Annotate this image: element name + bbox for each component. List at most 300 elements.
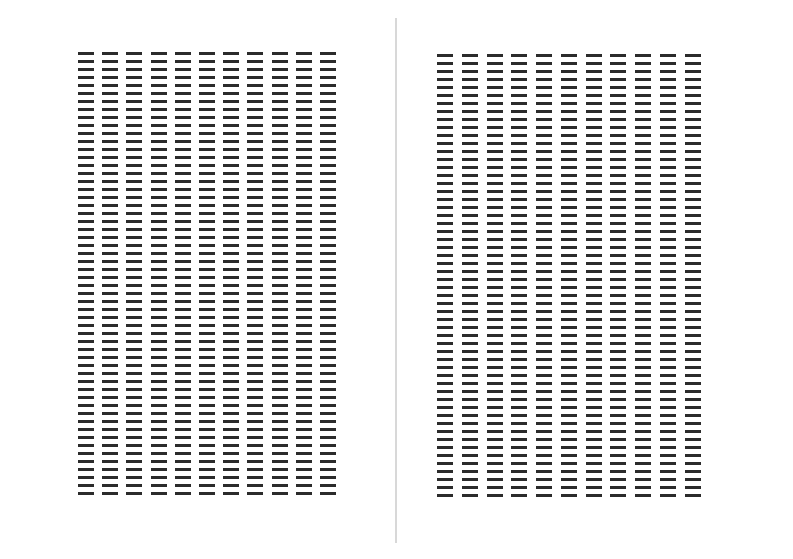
text-line-placeholder	[437, 374, 453, 377]
text-line-placeholder	[536, 462, 552, 465]
text-line-placeholder	[102, 468, 118, 471]
text-line-placeholder	[175, 316, 191, 319]
text-column	[462, 54, 479, 506]
text-line-placeholder	[536, 406, 552, 409]
text-line-placeholder	[320, 244, 336, 247]
text-line-placeholder	[536, 206, 552, 209]
text-line-placeholder	[223, 228, 239, 231]
text-line-placeholder	[296, 244, 312, 247]
text-line-placeholder	[126, 436, 142, 439]
text-line-placeholder	[102, 196, 118, 199]
text-line-placeholder	[561, 318, 577, 321]
text-line-placeholder	[635, 62, 651, 65]
text-line-placeholder	[320, 100, 336, 103]
text-line-placeholder	[487, 446, 503, 449]
text-line-placeholder	[102, 236, 118, 239]
text-line-placeholder	[126, 484, 142, 487]
text-line-placeholder	[487, 54, 503, 57]
text-line-placeholder	[296, 364, 312, 367]
text-line-placeholder	[462, 150, 478, 153]
text-line-placeholder	[635, 206, 651, 209]
text-line-placeholder	[223, 244, 239, 247]
text-line-placeholder	[199, 484, 215, 487]
text-line-placeholder	[586, 182, 602, 185]
text-line-placeholder	[462, 318, 478, 321]
text-line-placeholder	[296, 252, 312, 255]
text-line-placeholder	[78, 148, 94, 151]
text-line-placeholder	[175, 428, 191, 431]
text-line-placeholder	[561, 86, 577, 89]
text-line-placeholder	[511, 486, 527, 489]
text-line-placeholder	[561, 430, 577, 433]
text-column	[126, 52, 142, 504]
text-line-placeholder	[536, 302, 552, 305]
text-line-placeholder	[437, 86, 453, 89]
text-line-placeholder	[660, 254, 676, 257]
text-line-placeholder	[635, 462, 651, 465]
text-line-placeholder	[685, 86, 701, 89]
text-line-placeholder	[296, 108, 312, 111]
text-line-placeholder	[175, 220, 191, 223]
text-line-placeholder	[610, 262, 626, 265]
text-line-placeholder	[199, 52, 215, 55]
text-line-placeholder	[320, 116, 336, 119]
text-line-placeholder	[437, 166, 453, 169]
text-line-placeholder	[102, 428, 118, 431]
text-line-placeholder	[462, 86, 478, 89]
text-line-placeholder	[561, 342, 577, 345]
text-line-placeholder	[272, 300, 288, 303]
text-line-placeholder	[247, 212, 263, 215]
text-line-placeholder	[536, 190, 552, 193]
text-line-placeholder	[126, 164, 142, 167]
text-line-placeholder	[462, 350, 478, 353]
text-line-placeholder	[437, 406, 453, 409]
text-line-placeholder	[320, 372, 336, 375]
text-line-placeholder	[320, 396, 336, 399]
text-line-placeholder	[685, 174, 701, 177]
text-line-placeholder	[272, 452, 288, 455]
text-line-placeholder	[685, 246, 701, 249]
text-line-placeholder	[320, 92, 336, 95]
text-line-placeholder	[487, 190, 503, 193]
text-line-placeholder	[660, 94, 676, 97]
text-line-placeholder	[247, 428, 263, 431]
text-line-placeholder	[462, 166, 478, 169]
text-line-placeholder	[511, 406, 527, 409]
text-line-placeholder	[199, 140, 215, 143]
text-line-placeholder	[272, 188, 288, 191]
text-line-placeholder	[296, 172, 312, 175]
text-line-placeholder	[536, 134, 552, 137]
text-line-placeholder	[437, 470, 453, 473]
text-line-placeholder	[102, 60, 118, 63]
text-line-placeholder	[199, 348, 215, 351]
text-line-placeholder	[175, 292, 191, 295]
text-line-placeholder	[126, 180, 142, 183]
text-line-placeholder	[586, 366, 602, 369]
text-line-placeholder	[151, 52, 167, 55]
text-line-placeholder	[462, 278, 478, 281]
text-line-placeholder	[635, 422, 651, 425]
text-line-placeholder	[199, 132, 215, 135]
text-line-placeholder	[610, 438, 626, 441]
text-line-placeholder	[561, 278, 577, 281]
text-line-placeholder	[660, 486, 676, 489]
text-line-placeholder	[320, 388, 336, 391]
text-line-placeholder	[487, 454, 503, 457]
text-line-placeholder	[610, 70, 626, 73]
text-line-placeholder	[536, 390, 552, 393]
text-line-placeholder	[487, 118, 503, 121]
text-line-placeholder	[247, 364, 263, 367]
text-line-placeholder	[272, 132, 288, 135]
text-line-placeholder	[586, 454, 602, 457]
text-line-placeholder	[536, 214, 552, 217]
text-line-placeholder	[635, 182, 651, 185]
text-line-placeholder	[437, 478, 453, 481]
text-line-placeholder	[462, 230, 478, 233]
text-line-placeholder	[437, 118, 453, 121]
text-line-placeholder	[536, 494, 552, 497]
text-line-placeholder	[561, 62, 577, 65]
text-line-placeholder	[487, 238, 503, 241]
text-line-placeholder	[78, 252, 94, 255]
text-line-placeholder	[685, 190, 701, 193]
text-line-placeholder	[102, 412, 118, 415]
text-line-placeholder	[247, 180, 263, 183]
text-line-placeholder	[247, 140, 263, 143]
text-line-placeholder	[272, 468, 288, 471]
text-line-placeholder	[199, 420, 215, 423]
text-line-placeholder	[296, 156, 312, 159]
text-line-placeholder	[635, 230, 651, 233]
page-left	[0, 0, 396, 559]
text-line-placeholder	[462, 310, 478, 313]
text-line-placeholder	[126, 196, 142, 199]
text-line-placeholder	[685, 62, 701, 65]
text-line-placeholder	[487, 398, 503, 401]
text-line-placeholder	[536, 150, 552, 153]
text-line-placeholder	[635, 262, 651, 265]
text-line-placeholder	[223, 260, 239, 263]
text-line-placeholder	[247, 420, 263, 423]
text-line-placeholder	[175, 84, 191, 87]
text-line-placeholder	[685, 230, 701, 233]
text-line-placeholder	[78, 268, 94, 271]
text-line-placeholder	[126, 356, 142, 359]
text-line-placeholder	[151, 460, 167, 463]
text-line-placeholder	[102, 244, 118, 247]
text-line-placeholder	[635, 350, 651, 353]
text-line-placeholder	[78, 420, 94, 423]
text-line-placeholder	[272, 348, 288, 351]
text-line-placeholder	[487, 86, 503, 89]
text-line-placeholder	[223, 108, 239, 111]
text-line-placeholder	[561, 494, 577, 497]
text-line-placeholder	[175, 108, 191, 111]
text-line-placeholder	[660, 270, 676, 273]
text-line-placeholder	[223, 444, 239, 447]
text-line-placeholder	[78, 380, 94, 383]
text-line-placeholder	[462, 390, 478, 393]
text-line-placeholder	[586, 430, 602, 433]
text-line-placeholder	[126, 348, 142, 351]
text-line-placeholder	[561, 462, 577, 465]
text-line-placeholder	[126, 340, 142, 343]
text-line-placeholder	[536, 358, 552, 361]
text-line-placeholder	[437, 398, 453, 401]
text-line-placeholder	[199, 364, 215, 367]
text-line-placeholder	[151, 236, 167, 239]
text-line-placeholder	[151, 452, 167, 455]
text-line-placeholder	[610, 414, 626, 417]
text-column	[610, 54, 627, 506]
text-line-placeholder	[272, 60, 288, 63]
text-line-placeholder	[586, 246, 602, 249]
text-line-placeholder	[462, 342, 478, 345]
text-line-placeholder	[126, 364, 142, 367]
text-line-placeholder	[635, 398, 651, 401]
text-line-placeholder	[660, 190, 676, 193]
text-line-placeholder	[462, 62, 478, 65]
text-line-placeholder	[223, 68, 239, 71]
text-line-placeholder	[272, 228, 288, 231]
text-line-placeholder	[320, 332, 336, 335]
text-line-placeholder	[536, 470, 552, 473]
text-line-placeholder	[102, 164, 118, 167]
text-line-placeholder	[536, 94, 552, 97]
text-line-placeholder	[586, 86, 602, 89]
text-line-placeholder	[296, 132, 312, 135]
text-line-placeholder	[78, 452, 94, 455]
text-line-placeholder	[487, 294, 503, 297]
text-line-placeholder	[126, 444, 142, 447]
text-line-placeholder	[511, 246, 527, 249]
text-column	[102, 52, 118, 504]
text-line-placeholder	[635, 326, 651, 329]
text-line-placeholder	[126, 460, 142, 463]
text-line-placeholder	[151, 428, 167, 431]
text-line-placeholder	[102, 308, 118, 311]
text-line-placeholder	[223, 140, 239, 143]
text-line-placeholder	[536, 398, 552, 401]
text-line-placeholder	[126, 116, 142, 119]
text-line-placeholder	[586, 326, 602, 329]
text-line-placeholder	[437, 150, 453, 153]
text-line-placeholder	[102, 268, 118, 271]
text-line-placeholder	[102, 228, 118, 231]
text-line-placeholder	[223, 148, 239, 151]
text-line-placeholder	[223, 196, 239, 199]
text-line-placeholder	[586, 166, 602, 169]
text-line-placeholder	[610, 446, 626, 449]
text-line-placeholder	[175, 388, 191, 391]
text-line-placeholder	[272, 76, 288, 79]
text-line-placeholder	[151, 188, 167, 191]
text-line-placeholder	[223, 284, 239, 287]
text-line-placeholder	[487, 70, 503, 73]
text-column	[437, 54, 454, 506]
text-line-placeholder	[660, 406, 676, 409]
text-line-placeholder	[536, 414, 552, 417]
text-column	[199, 52, 215, 504]
text-line-placeholder	[223, 236, 239, 239]
text-line-placeholder	[175, 172, 191, 175]
text-line-placeholder	[462, 78, 478, 81]
text-line-placeholder	[586, 94, 602, 97]
text-line-placeholder	[536, 446, 552, 449]
text-line-placeholder	[296, 300, 312, 303]
text-line-placeholder	[437, 102, 453, 105]
text-line-placeholder	[635, 214, 651, 217]
text-line-placeholder	[78, 404, 94, 407]
text-line-placeholder	[151, 228, 167, 231]
text-line-placeholder	[586, 334, 602, 337]
text-line-placeholder	[175, 300, 191, 303]
text-line-placeholder	[685, 254, 701, 257]
text-line-placeholder	[151, 196, 167, 199]
text-line-placeholder	[320, 212, 336, 215]
text-line-placeholder	[536, 262, 552, 265]
text-line-placeholder	[102, 348, 118, 351]
text-line-placeholder	[223, 436, 239, 439]
text-line-placeholder	[511, 278, 527, 281]
text-line-placeholder	[247, 436, 263, 439]
text-line-placeholder	[561, 262, 577, 265]
text-line-placeholder	[78, 412, 94, 415]
text-line-placeholder	[487, 310, 503, 313]
text-line-placeholder	[247, 220, 263, 223]
text-line-placeholder	[462, 270, 478, 273]
text-line-placeholder	[102, 292, 118, 295]
text-line-placeholder	[586, 422, 602, 425]
text-line-placeholder	[247, 324, 263, 327]
text-line-placeholder	[247, 172, 263, 175]
text-line-placeholder	[102, 356, 118, 359]
text-line-placeholder	[78, 212, 94, 215]
text-line-placeholder	[199, 380, 215, 383]
text-line-placeholder	[561, 182, 577, 185]
text-line-placeholder	[610, 62, 626, 65]
text-line-placeholder	[487, 270, 503, 273]
text-line-placeholder	[296, 484, 312, 487]
text-line-placeholder	[199, 396, 215, 399]
text-line-placeholder	[223, 252, 239, 255]
text-line-placeholder	[487, 278, 503, 281]
text-line-placeholder	[102, 444, 118, 447]
text-line-placeholder	[685, 78, 701, 81]
text-line-placeholder	[102, 372, 118, 375]
text-line-placeholder	[610, 454, 626, 457]
text-line-placeholder	[247, 164, 263, 167]
text-line-placeholder	[635, 454, 651, 457]
text-line-placeholder	[511, 118, 527, 121]
text-line-placeholder	[247, 492, 263, 495]
text-line-placeholder	[487, 374, 503, 377]
text-line-placeholder	[536, 78, 552, 81]
text-line-placeholder	[126, 428, 142, 431]
text-line-placeholder	[151, 124, 167, 127]
text-line-placeholder	[511, 238, 527, 241]
text-line-placeholder	[296, 116, 312, 119]
text-line-placeholder	[536, 62, 552, 65]
text-line-placeholder	[151, 348, 167, 351]
text-line-placeholder	[511, 94, 527, 97]
text-line-placeholder	[536, 486, 552, 489]
text-line-placeholder	[487, 486, 503, 489]
text-line-placeholder	[610, 494, 626, 497]
text-line-placeholder	[272, 316, 288, 319]
text-line-placeholder	[561, 54, 577, 57]
text-line-placeholder	[223, 76, 239, 79]
text-line-placeholder	[320, 412, 336, 415]
text-line-placeholder	[151, 388, 167, 391]
text-line-placeholder	[199, 460, 215, 463]
text-line-placeholder	[272, 196, 288, 199]
text-line-placeholder	[437, 366, 453, 369]
text-line-placeholder	[320, 252, 336, 255]
text-line-placeholder	[199, 244, 215, 247]
text-line-placeholder	[660, 86, 676, 89]
text-line-placeholder	[78, 228, 94, 231]
text-line-placeholder	[296, 460, 312, 463]
text-line-placeholder	[685, 462, 701, 465]
text-line-placeholder	[223, 52, 239, 55]
text-line-placeholder	[126, 156, 142, 159]
text-line-placeholder	[660, 70, 676, 73]
text-line-placeholder	[151, 316, 167, 319]
text-line-placeholder	[586, 486, 602, 489]
text-line-placeholder	[561, 454, 577, 457]
text-line-placeholder	[199, 156, 215, 159]
text-line-placeholder	[102, 364, 118, 367]
text-line-placeholder	[610, 286, 626, 289]
text-line-placeholder	[437, 206, 453, 209]
text-line-placeholder	[586, 406, 602, 409]
text-line-placeholder	[437, 246, 453, 249]
text-line-placeholder	[536, 438, 552, 441]
text-line-placeholder	[685, 182, 701, 185]
text-line-placeholder	[126, 100, 142, 103]
text-line-placeholder	[272, 284, 288, 287]
text-line-placeholder	[561, 102, 577, 105]
text-line-placeholder	[126, 188, 142, 191]
text-line-placeholder	[635, 118, 651, 121]
text-line-placeholder	[635, 126, 651, 129]
text-line-placeholder	[685, 470, 701, 473]
text-line-placeholder	[102, 212, 118, 215]
text-line-placeholder	[511, 182, 527, 185]
text-line-placeholder	[635, 86, 651, 89]
text-line-placeholder	[199, 316, 215, 319]
text-line-placeholder	[536, 294, 552, 297]
text-line-placeholder	[561, 254, 577, 257]
text-line-placeholder	[561, 222, 577, 225]
text-line-placeholder	[685, 94, 701, 97]
text-line-placeholder	[78, 220, 94, 223]
text-line-placeholder	[272, 356, 288, 359]
text-line-placeholder	[296, 452, 312, 455]
text-line-placeholder	[223, 164, 239, 167]
text-line-placeholder	[536, 230, 552, 233]
text-line-placeholder	[320, 268, 336, 271]
text-line-placeholder	[175, 476, 191, 479]
text-line-placeholder	[586, 374, 602, 377]
text-line-placeholder	[462, 454, 478, 457]
text-line-placeholder	[511, 254, 527, 257]
text-line-placeholder	[272, 164, 288, 167]
